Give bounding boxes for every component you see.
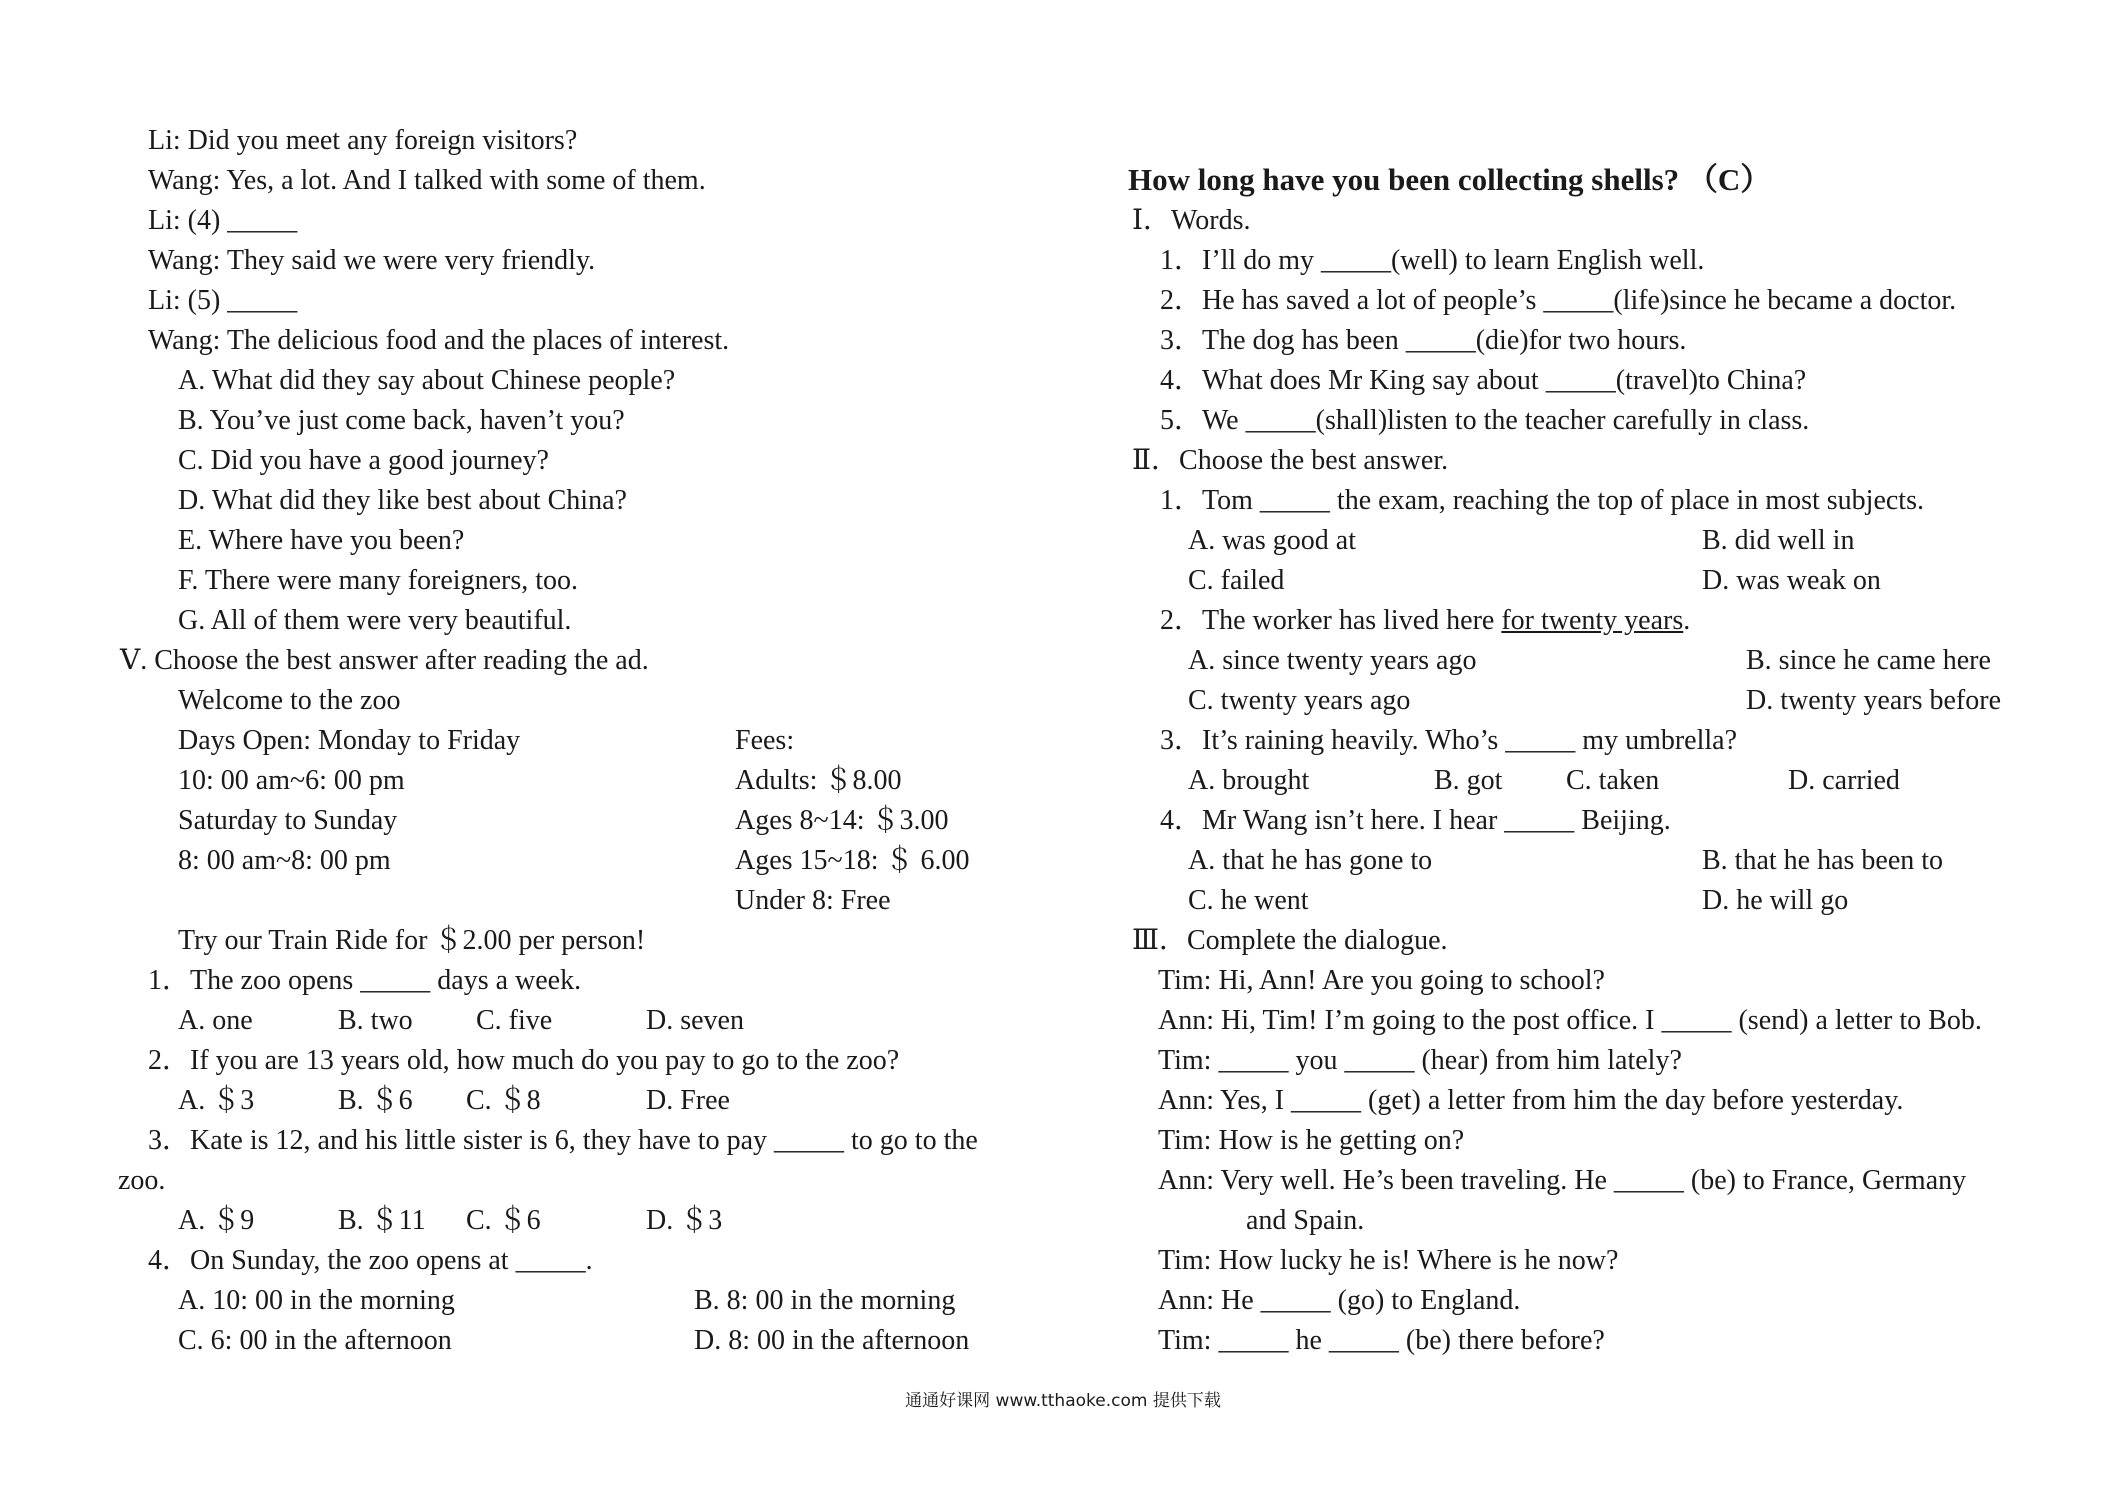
question-stem: 4．Mr Wang isn’t here. I hear _____ Beijing.: [1160, 805, 1671, 836]
stem-text: 2．The worker has lived here: [1160, 605, 1502, 636]
option: C. ＄8: [466, 1085, 541, 1116]
option: C. twenty years ago: [1188, 685, 1411, 716]
option: D. seven: [646, 1005, 744, 1036]
dialogue-line-continuation: and Spain.: [1246, 1205, 1365, 1236]
word-item: 2．He has saved a lot of people’s _____(life)since he became a doctor.: [1160, 285, 1957, 316]
dialogue-line: Li: (5) _____: [148, 285, 298, 316]
dialogue-line: Li: Did you meet any foreign visitors?: [148, 125, 578, 156]
ad-hours-line: 10: 00 am~6: 00 pm: [178, 765, 405, 796]
dialogue-line: Ann: Hi, Tim! I’m going to the post office. I _____ (send) a letter to Bob.: [1158, 1005, 1982, 1036]
option: C. taken: [1566, 765, 1660, 796]
ad-fees-line: Ages 15~18: ＄ 6.00: [735, 845, 970, 876]
dialogue-line: Ann: He _____ (go) to England.: [1158, 1285, 1521, 1316]
dialogue-line: Tim: How is he getting on?: [1158, 1125, 1465, 1156]
option: C. ＄6: [466, 1205, 541, 1236]
section-ii-heading: Ⅱ．Choose the best answer.: [1132, 445, 1449, 476]
option: C. 6: 00 in the afternoon: [178, 1325, 452, 1356]
dialogue-line: Tim: How lucky he is! Where is he now?: [1158, 1245, 1619, 1276]
option: B. got: [1434, 765, 1503, 796]
ad-fees-line: Adults: ＄8.00: [735, 765, 902, 796]
ad-train-ride: Try our Train Ride for ＄2.00 per person!: [178, 925, 646, 956]
ad-fees-line: Under 8: Free: [735, 885, 891, 916]
dialogue-line: Wang: Yes, a lot. And I talked with some of them.: [148, 165, 706, 196]
question-stem: 1．The zoo opens _____ days a week.: [148, 965, 582, 996]
section-iii-heading: Ⅲ．Complete the dialogue.: [1132, 925, 1448, 956]
question-stem: 1．Tom _____ the exam, reaching the top of place in most subjects.: [1160, 485, 1924, 516]
question-stem: [1160, 601, 1690, 641]
question-stem-continuation: zoo.: [118, 1165, 166, 1196]
option: C. failed: [1188, 565, 1285, 596]
option: B. two: [338, 1005, 413, 1036]
option: A. ＄9: [178, 1205, 255, 1236]
dialogue-option: D. What did they like best about China?: [178, 485, 627, 516]
dialogue-line: Wang: The delicious food and the places of interest.: [148, 325, 730, 356]
option: A. brought: [1188, 765, 1310, 796]
dialogue-line: Li: (4) _____: [148, 205, 298, 236]
ad-fees-line: Ages 8~14: ＄3.00: [735, 805, 949, 836]
section-v-heading: Ⅴ. Choose the best answer after reading the ad.: [120, 645, 649, 676]
dialogue-option: F. There were many foreigners, too.: [178, 565, 578, 596]
option: B. ＄6: [338, 1085, 413, 1116]
question-stem: 3．It’s raining heavily. Who’s _____ my umbrella?: [1160, 725, 1738, 756]
word-item: 5．We _____(shall)listen to the teacher carefully in class.: [1160, 405, 1810, 436]
option: D. carried: [1788, 765, 1900, 796]
option: D. twenty years before: [1746, 685, 2002, 716]
dialogue-line: Ann: Very well. He’s been traveling. He _____ (be) to France, Germany: [1158, 1165, 1967, 1196]
option: D. 8: 00 in the afternoon: [694, 1325, 970, 1356]
dialogue-option: A. What did they say about Chinese people?: [178, 365, 676, 396]
option: D. he will go: [1702, 885, 1849, 916]
option: B. 8: 00 in the morning: [694, 1285, 956, 1316]
stem-text: .: [1683, 605, 1691, 636]
word-item: 4．What does Mr King say about _____(travel)to China?: [1160, 365, 1807, 396]
underlined-phrase: for twenty years: [1501, 605, 1684, 636]
option: A. that he has gone to: [1188, 845, 1433, 876]
footer-watermark: 通通好课网 www.tthaoke.com 提供下载: [905, 1391, 1221, 1411]
option: C. he went: [1188, 885, 1309, 916]
dialogue-line: Ann: Yes, I _____ (get) a letter from him the day before yesterday.: [1158, 1085, 1904, 1116]
dialogue-line: Wang: They said we were very friendly.: [148, 245, 596, 276]
question-stem: 2．If you are 13 years old, how much do you pay to go to the zoo?: [148, 1045, 900, 1076]
page-title: How long have you been collecting shells? （C）: [1128, 162, 1772, 197]
word-item: 1．I’ll do my _____(well) to learn English well.: [1160, 245, 1705, 276]
dialogue-line: Tim: _____ he _____ (be) there before?: [1158, 1325, 1605, 1356]
dialogue-line: Tim: _____ you _____ (hear) from him lately?: [1158, 1045, 1682, 1076]
dialogue-line: Tim: Hi, Ann! Are you going to school?: [1158, 965, 1605, 996]
option: A. one: [178, 1005, 253, 1036]
dialogue-option: G. All of them were very beautiful.: [178, 605, 572, 636]
ad-hours-line: Days Open: Monday to Friday: [178, 725, 521, 756]
ad-hours-line: Saturday to Sunday: [178, 805, 398, 836]
option: B. did well in: [1702, 525, 1855, 556]
question-stem: 3．Kate is 12, and his little sister is 6, they have to pay _____ to go to the: [148, 1125, 978, 1156]
option: D. Free: [646, 1085, 730, 1116]
option: A. 10: 00 in the morning: [178, 1285, 455, 1316]
ad-fees-line: Fees:: [735, 725, 795, 756]
question-stem: 4．On Sunday, the zoo opens at _____.: [148, 1245, 593, 1276]
dialogue-option: C. Did you have a good journey?: [178, 445, 549, 476]
word-item: 3．The dog has been _____(die)for two hours.: [1160, 325, 1687, 356]
dialogue-option: B. You’ve just come back, haven’t you?: [178, 405, 625, 436]
ad-heading: Welcome to the zoo: [178, 685, 401, 716]
ad-hours-line: 8: 00 am~8: 00 pm: [178, 845, 391, 876]
option: B. that he has been to: [1702, 845, 1944, 876]
section-i-heading: Ⅰ．Words.: [1132, 205, 1251, 236]
option: D. was weak on: [1702, 565, 1881, 596]
option: A. since twenty years ago: [1188, 645, 1477, 676]
dialogue-option: E. Where have you been?: [178, 525, 465, 556]
option: B. since he came here: [1746, 645, 1991, 676]
option: A. ＄3: [178, 1085, 255, 1116]
option: D. ＄3: [646, 1205, 723, 1236]
option: B. ＄11: [338, 1205, 426, 1236]
option: C. five: [476, 1005, 553, 1036]
option: A. was good at: [1188, 525, 1356, 556]
